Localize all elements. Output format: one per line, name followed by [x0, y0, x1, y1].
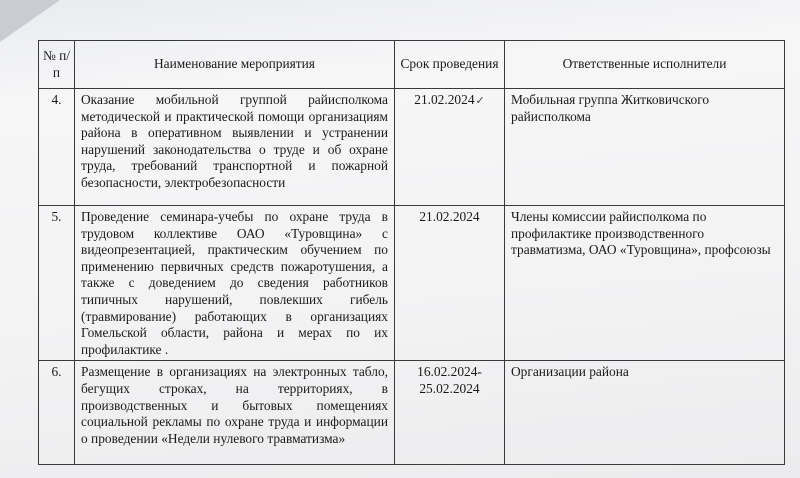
header-name: Наименование мероприятия	[75, 41, 395, 89]
check-mark: ✓	[475, 95, 485, 107]
header-date: Срок проведения	[395, 41, 505, 89]
header-num: № п/п	[39, 41, 75, 89]
responsible: Организации района	[505, 361, 785, 465]
event-date: 21.02.2024	[395, 206, 505, 361]
responsible: Мобильная группа Житковичского райисполкома	[505, 89, 785, 206]
table-row	[39, 206, 785, 361]
event-date	[395, 89, 505, 206]
event-name: Размещение в организациях на электронных табло, бегущих строках, на территориях, в производственных и бытовых помещениях социальной рекламы по охране труда и информации о проведении «Недели нулевого травматизма»	[75, 361, 395, 465]
row-number: 4.	[39, 89, 75, 206]
event-date: 16.02.2024- 25.02.2024	[395, 361, 505, 465]
event-name: Оказание мобильной группой райисполкома методической и практической помощи организациям района в оперативном выявлении и устранении нарушений законодательства о труде и об охране труда, требований транспортной и пожарной безопасности, электробезопасности	[75, 89, 395, 206]
page-corner-shadow	[0, 0, 60, 42]
row-number: 5.	[39, 206, 75, 361]
date-text: 21.02.2024	[414, 92, 475, 107]
table-header-row	[39, 41, 785, 89]
event-name: Проведение семинара-учебы по охране труда в трудовом коллективе ОАО «Туровщина» с видеопрезентацией, практическим обучением по применению первичных средств пожаротушения, а также с доведением до сведения работников типичных нарушений, повлекших гибель (травмирование) работающих в организациях Гомельской области, района и мерах по их профилактике .	[75, 206, 395, 361]
table-row	[39, 89, 785, 206]
responsible: Члены комиссии райисполкома по профилактике производственного травматизма, ОАО «Туровщина», профсоюзы	[505, 206, 785, 361]
row-number: 6.	[39, 361, 75, 465]
header-responsible: Ответственные исполнители	[505, 41, 785, 89]
events-table	[38, 40, 785, 465]
table-row	[39, 361, 785, 465]
